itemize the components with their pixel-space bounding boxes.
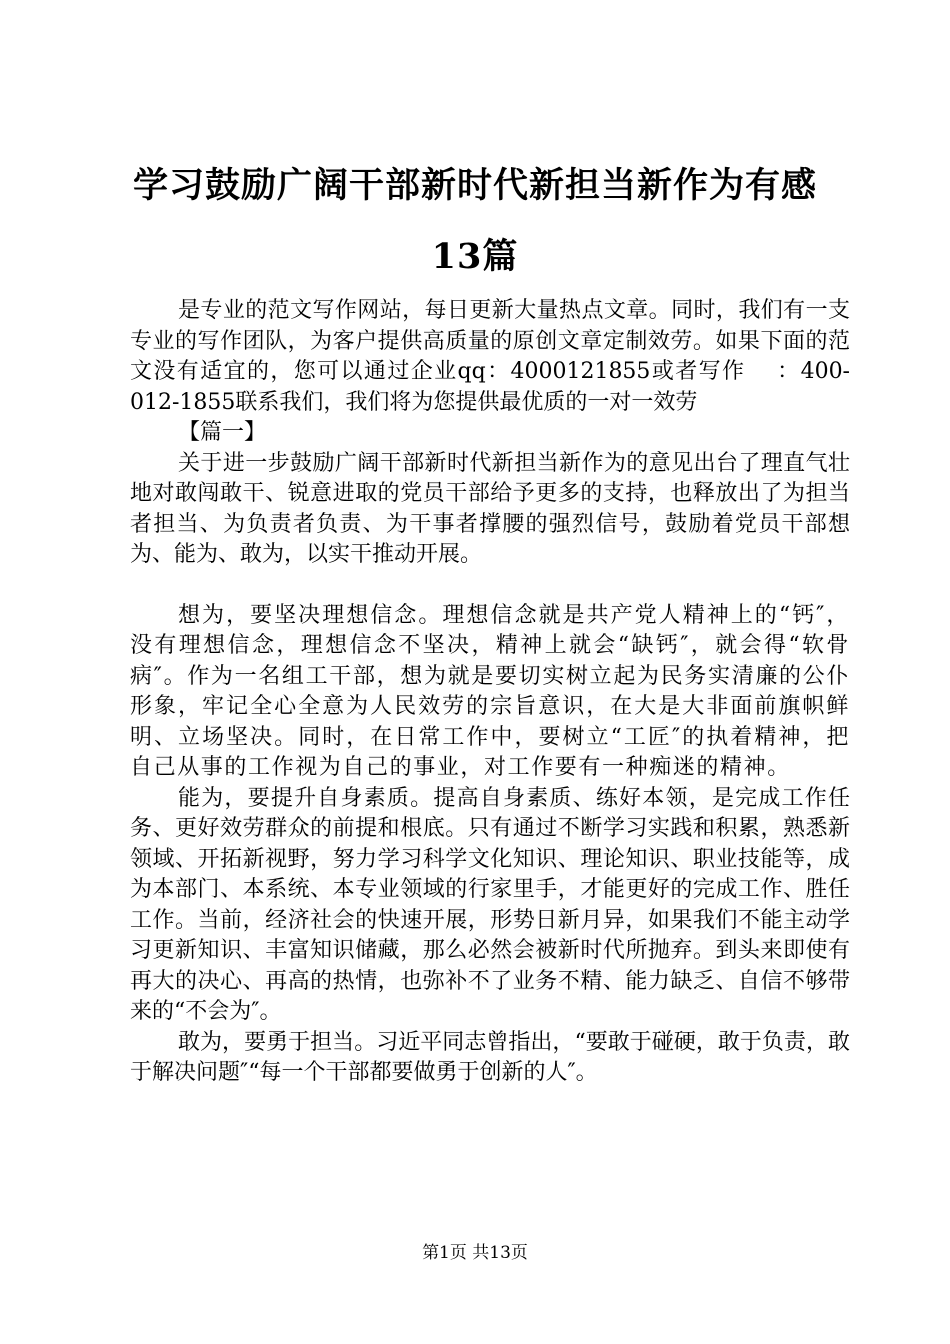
document-title-line1: 学习鼓励广阔干部新时代新担当新作为有感 — [132, 165, 817, 206]
intro-paragraph: 是专业的范文写作网站，每日更新大量热点文章。同时，我们有一支专业的写作团队，为客户提供高质量的原创文章定制效劳。如果下面的范文没有适宜的，您可以通过企业qq：4000121855或者写作 ：400-012-1855联系我们，我们将为您提供最优质的一对一效劳 — [130, 298, 850, 415]
document-body — [130, 296, 850, 1089]
section-heading: 【篇一】 — [178, 420, 267, 445]
body-paragraph: 能为，要提升自身素质。提高自身素质、练好本领，是完成工作任务、更好效劳群众的前提和根底。只有通过不断学习实践和积累，熟悉新领域、开拓新视野，努力学习科学文化知识、理论知识、职业技能等，成为本部门、本系统、本专业领域的行家里手，才能更好的完成工作、胜任工作。当前，经济社会的快速开展，形势日新月异，如果我们不能主动学习更新知识、丰富知识储藏，那么必然会被新时代所抛弃。到头来即使有再大的决心、再高的热情，也弥补不了业务不精、能力缺乏、自信不够带来的“不会为″。 — [130, 785, 850, 1024]
document-title-line2: 13篇 — [431, 236, 519, 277]
body-paragraph: 想为，要坚决理想信念。理想信念就是共产党人精神上的“钙″，没有理想信念，理想信念不坚决，精神上就会“缺钙″，就会得“软骨病″。作为一名组工干部，想为就是要切实树立起为民务实清廉的公仆形象，牢记全心全意为人民效劳的宗旨意识，在大是大非面前旗帜鲜明、立场坚决。同时，在日常工作中，要树立“工匠″的执着精神，把自己从事的工作视为自己的事业，对工作要有一种痴迷的精神。 — [130, 602, 850, 780]
body-paragraph: 敢为，要勇于担当。习近平同志曾指出，“要敢于碰硬，敢于负责，敢于解决问题″“每一个干部都要做勇于创新的人″。 — [130, 1029, 850, 1085]
body-paragraph: 关于进一步鼓励广阔干部新时代新担当新作为的意见出台了理直气壮地对敢闯敢干、锐意进取的党员干部给予更多的支持，也释放出了为担当者担当、为负责者负责、为干事者撑腰的强烈信号，鼓励着党员干部想为、能为、敢为，以实干推动开展。 — [130, 450, 850, 567]
page-number-footer: 第1页 共13页 — [422, 1243, 528, 1263]
